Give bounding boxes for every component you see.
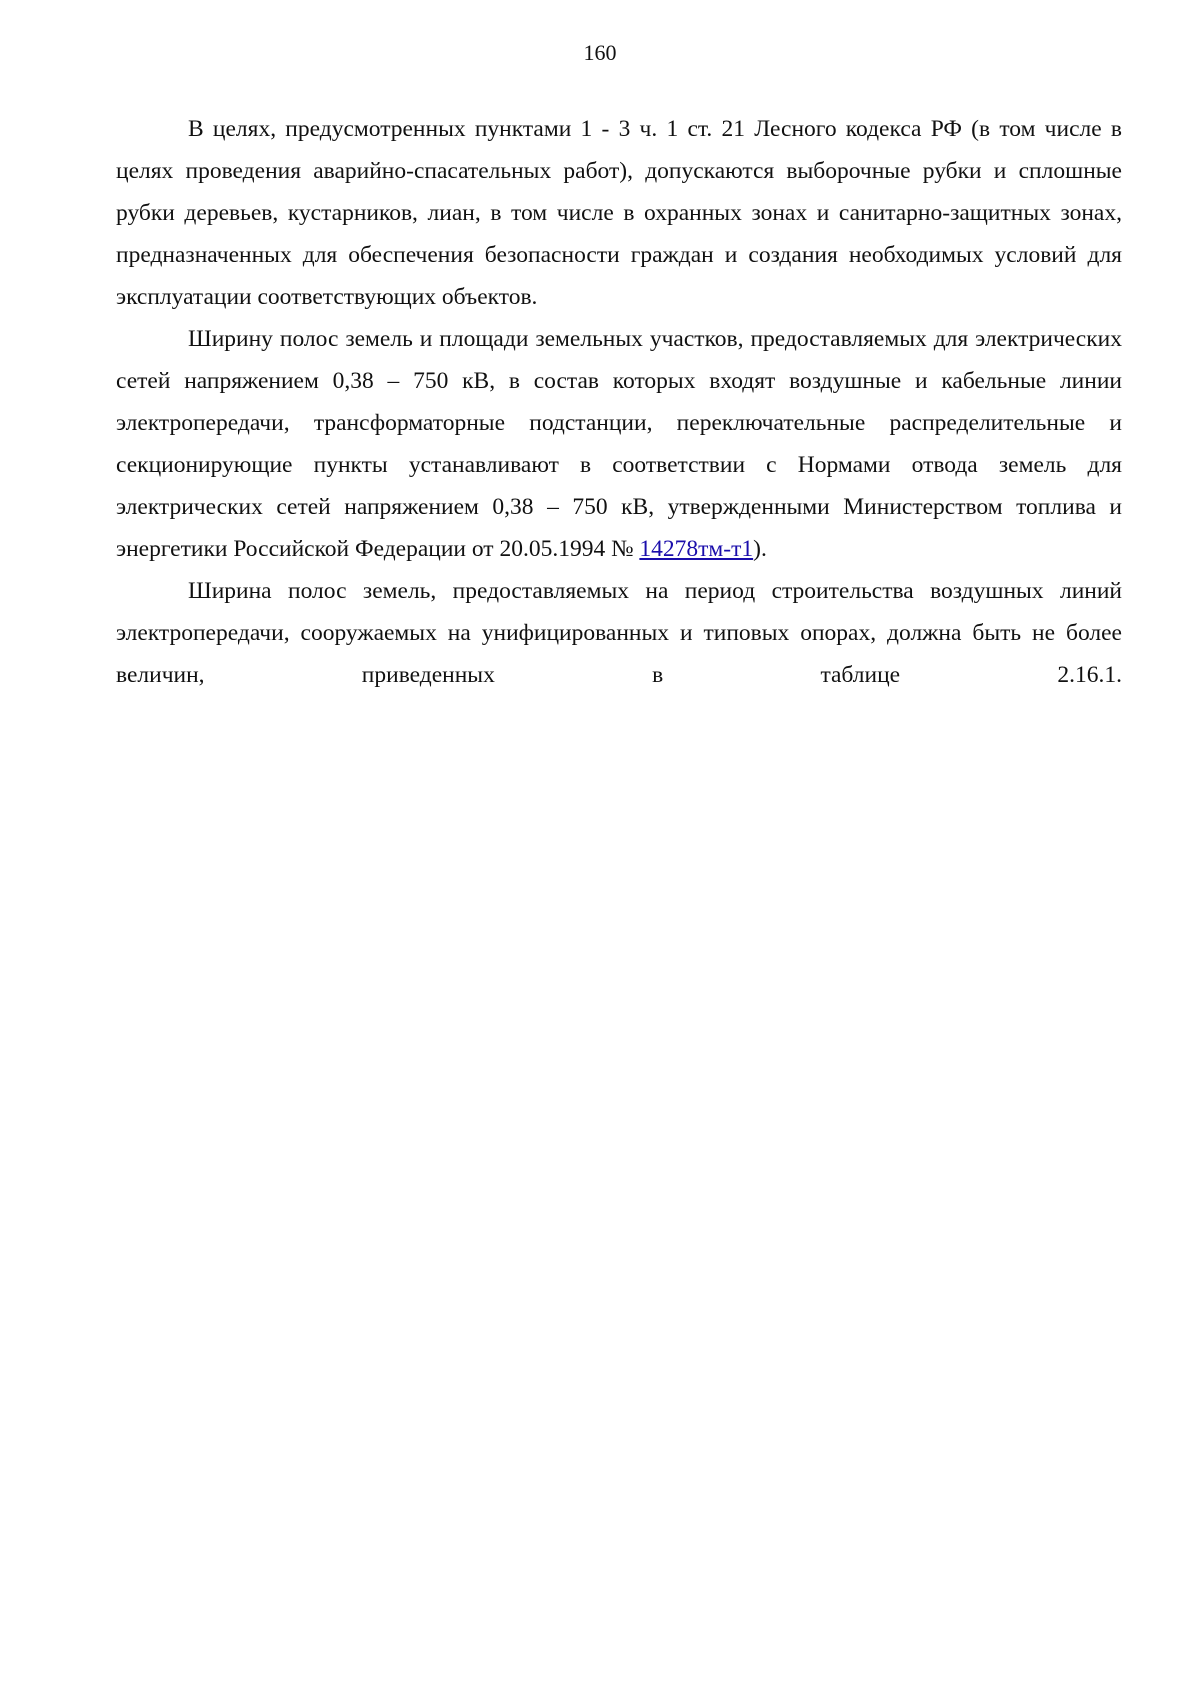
paragraph-forest-code: В целях, предусмотренных пунктами 1 - 3 ч. 1 ст. 21 Лесного кодекса РФ (в том числе в целях проведения аварийно-спасательных работ), допускаются выборочные рубки и сплошные рубки деревьев, кустарников, лиан, в том числе в охранных зонах и санитарно-защитных зонах, предназначенных для обеспечения безопасности граждан и создания необходимых условий для эксплуатации соответствующих объектов. (116, 116, 1122, 310)
paragraph-text: Ширину полос земель и площади земельных участков, предоставляемых для электрических сетей напряжением 0,38 – 750 кВ, в состав которых входят воздушные и кабельные линии электропередачи, трансформаторные подстанции, переключательные распределительные и секционирующие пункты устанавливают в соответствии с Нормами отвода земель для электрических сетей напряжением 0,38 – 750 кВ, утвержденными Министерством топлива и энергетики Российской Федерации от 20.05.1994 № (116, 326, 1122, 562)
page-number: 160 (583, 40, 617, 65)
paragraph-land-width-norms (116, 318, 1122, 570)
paragraph-construction-width: Ширина полос земель, предоставляемых на период строительства воздушных линий электропередачи, сооружаемых на унифицированных и типовых опорах, должна быть не более величин, приведенных в таблице 2.16.1. (116, 578, 1122, 688)
document-reference-link[interactable]: 14278тм-т1 (639, 536, 754, 562)
document-body (116, 108, 1122, 696)
paragraph-text-end: ). (753, 536, 767, 562)
